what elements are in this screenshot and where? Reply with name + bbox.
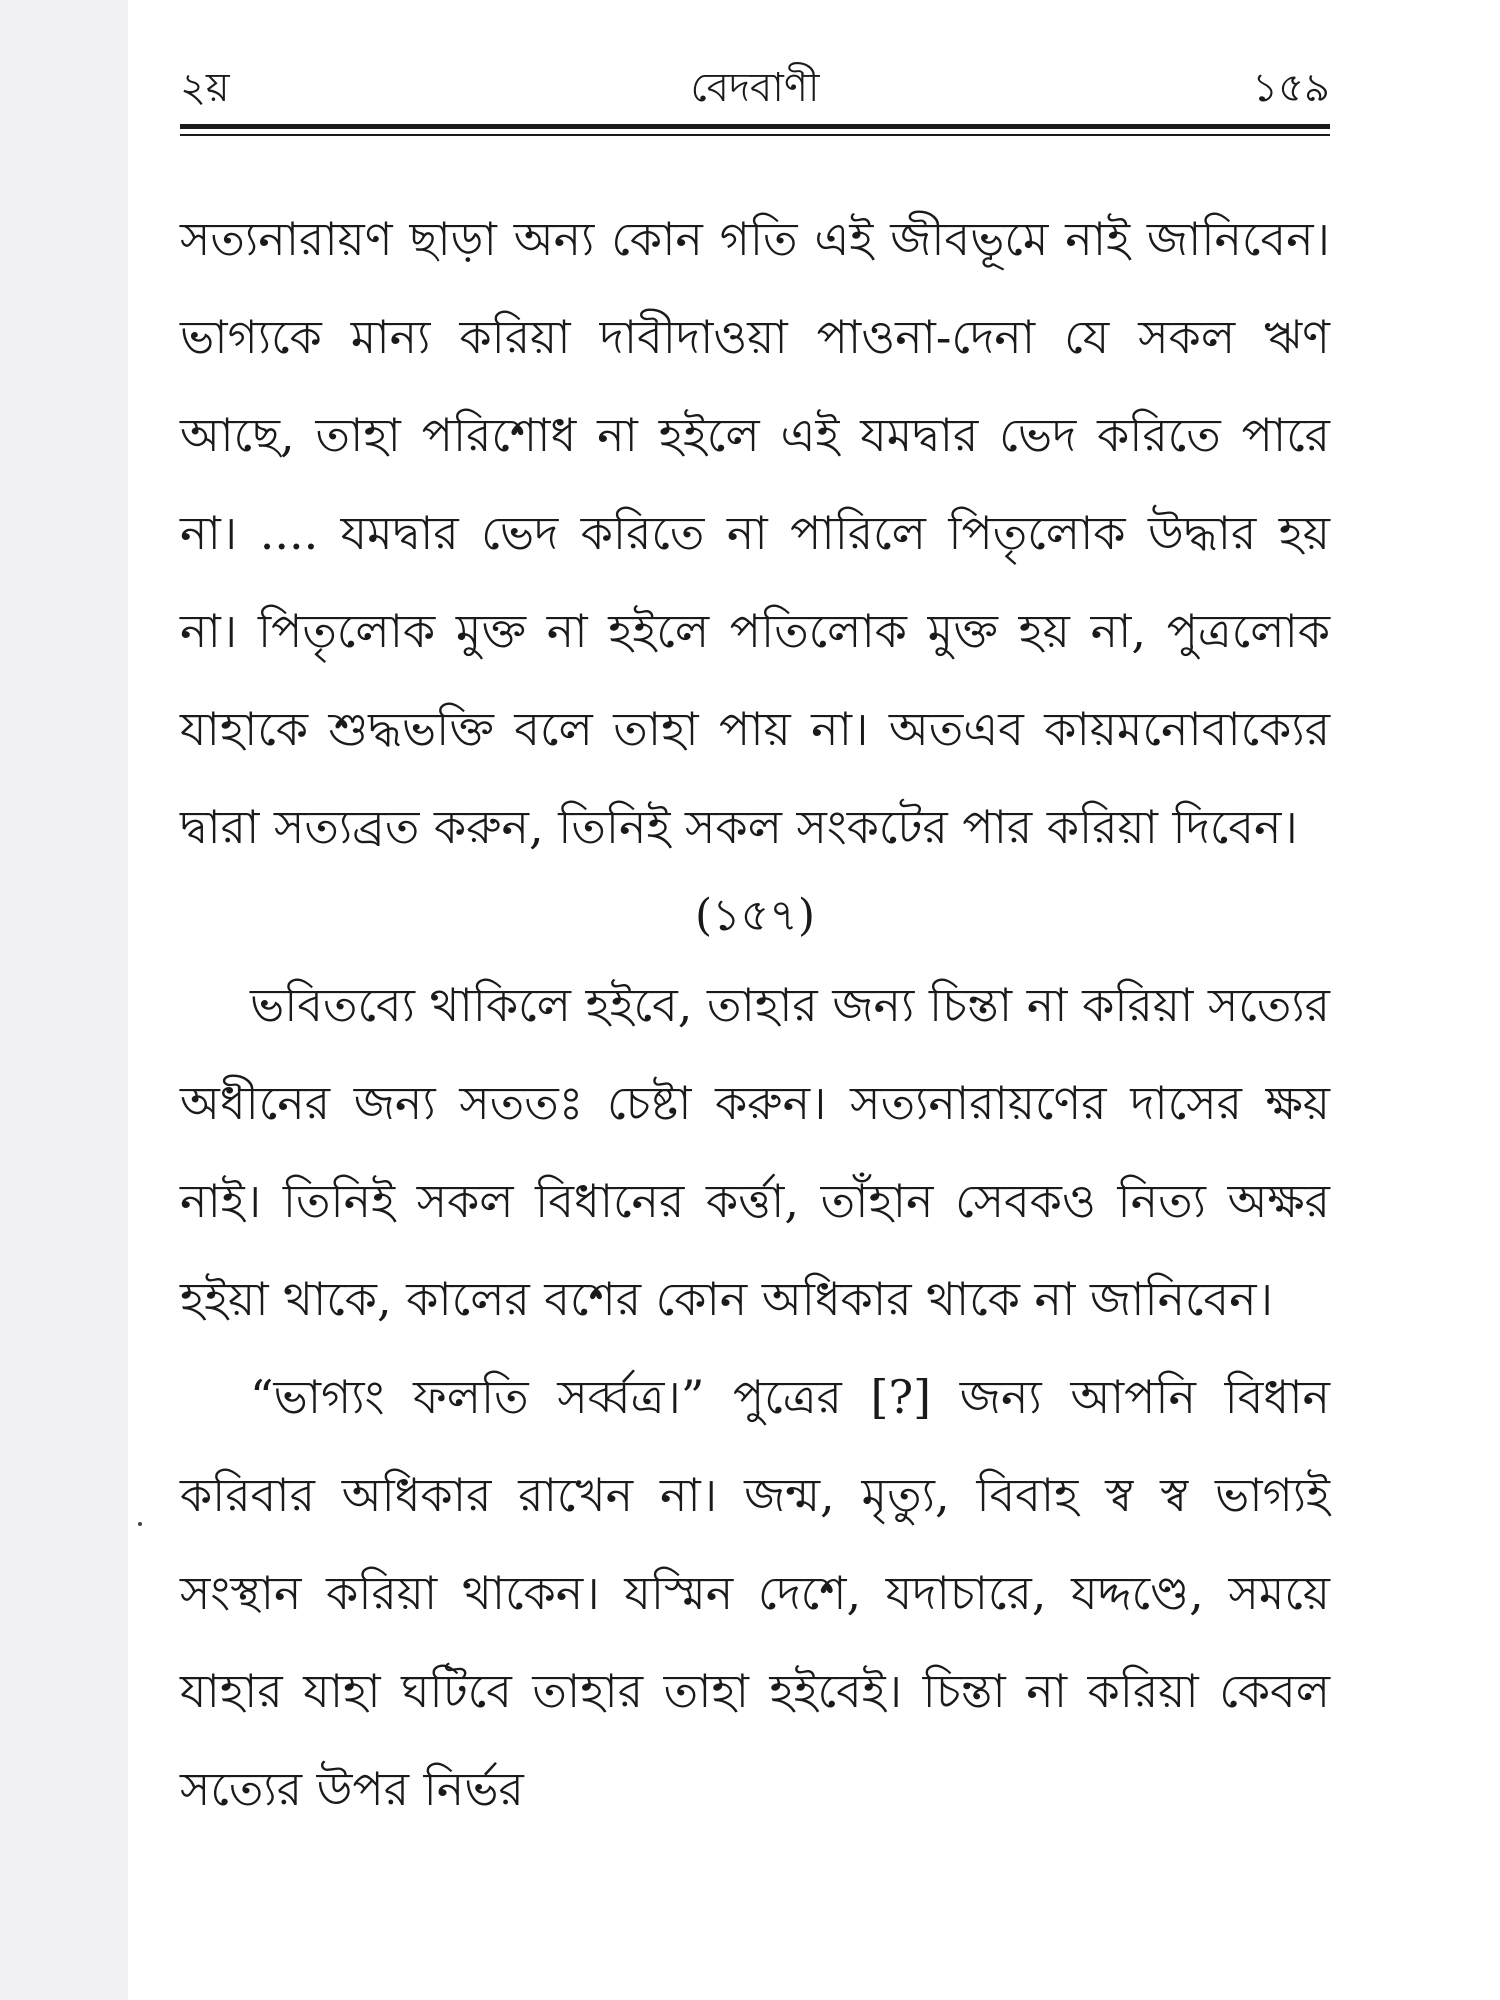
paragraph-continued: সত্যনারায়ণ ছাড়া অন্য কোন গতি এই জীবভূমে নাই জানিবেন। ভাগ্যকে মান্য করিয়া দাবীদাওয়া পাওনা-দেনা যে সকল ঋণ আছে, তাহা পরিশোধ না হইলে এই যমদ্বার ভেদ করিতে পারে না। .... যমদ্বার ভেদ করিতে না পারিলে পিতৃলোক উদ্ধার হয় না। পিতৃলোক মুক্ত না হইলে পতিলোক মুক্ত হয় না, পুত্রলোক যাহাকে শুদ্ধভক্তি বলে তাহা পায় না। অতএব কায়মনোবাক্যের দ্বারা সত্যব্রত করুন, তিনিই সকল সংকটের পার করিয়া দিবেন। — [180, 212, 1330, 854]
part-label: ২য় — [180, 65, 230, 111]
page-margin-shadow — [0, 0, 128, 2000]
page-number: ১৫৯ — [1252, 65, 1330, 111]
paragraph: “ভাগ্যং ফলতি সর্ব্বত্র।” পুত্রের [?] জন্য আপনি বিধান করিবার অধিকার রাখেন না। জন্ম, মৃত্যু, বিবাহ স্ব স্ব ভাগ্যই সংস্থান করিয়া থাকেন। যস্মিন দেশে, যদাচারে, যদ্দণ্ডে, সময়ে যাহার যাহা ঘটিবে তাহার তাহা হইবেই। চিন্তা না করিয়া কেবল সত্যের উপর নির্ভর — [180, 1370, 1330, 1816]
running-header — [180, 58, 1330, 118]
section-number: (১৫৭) — [694, 890, 816, 941]
paragraph: ভবিতব্যে থাকিলে হইবে, তাহার জন্য চিন্তা না করিয়া সত্যের অধীনের জন্য সততঃ চেষ্টা করুন। সত্যনারায়ণের দাসের ক্ষয় নাই। তিনিই সকল বিধানের কর্ত্তা, তাঁহান সেবকও নিত্য অক্ষর হইয়া থাকে, কালের বশের কোন অধিকার থাকে না জানিবেন। — [180, 978, 1330, 1326]
book-page — [180, 0, 1330, 2000]
print-speck — [138, 1522, 142, 1526]
book-title: বেদবাণী — [690, 65, 820, 111]
header-rule-thin — [180, 134, 1330, 136]
header-rule-thick — [180, 124, 1330, 129]
body-text — [180, 190, 1330, 1838]
